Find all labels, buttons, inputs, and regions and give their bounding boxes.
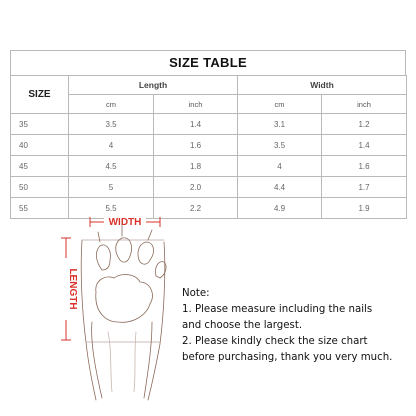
- size-cell: 40: [11, 135, 69, 156]
- width-cm-cell: 4.4: [238, 177, 322, 198]
- width-column-header: Width: [238, 76, 407, 95]
- paw-sketch-icon: [81, 224, 166, 400]
- length-cm-cell: 3.5: [69, 114, 154, 135]
- paw-measurement-diagram: [52, 212, 172, 402]
- table-title: SIZE TABLE: [10, 50, 406, 76]
- length-inch-cell: 2.2: [154, 198, 238, 219]
- width-inch-cell: 1.2: [322, 114, 407, 135]
- notes-section: [182, 286, 407, 366]
- table-row: [11, 114, 407, 135]
- width-inch-cell: 1.7: [322, 177, 407, 198]
- size-table: [10, 75, 406, 219]
- length-cm-cell: 5: [69, 177, 154, 198]
- size-cell: 45: [11, 156, 69, 177]
- note-line: before purchasing, thank you very much.: [182, 352, 393, 363]
- width-cm-cell: 3.1: [238, 114, 322, 135]
- width-inch-header: inch: [322, 95, 407, 114]
- size-cell: 50: [11, 177, 69, 198]
- size-cell: 55: [11, 198, 69, 219]
- note-line: and choose the largest.: [182, 320, 303, 331]
- length-inch-header: inch: [154, 95, 238, 114]
- notes-heading: Note:: [182, 288, 210, 299]
- width-inch-cell: 1.4: [322, 135, 407, 156]
- table-row: [11, 177, 407, 198]
- width-cm-header: cm: [238, 95, 322, 114]
- length-inch-cell: 1.8: [154, 156, 238, 177]
- width-cm-cell: 4.9: [238, 198, 322, 219]
- width-cm-cell: 3.5: [238, 135, 322, 156]
- length-inch-cell: 1.4: [154, 114, 238, 135]
- width-inch-cell: 1.9: [322, 198, 407, 219]
- width-inch-cell: 1.6: [322, 156, 407, 177]
- length-cm-cell: 4.5: [69, 156, 154, 177]
- note-line: 1. Please measure including the nails: [182, 304, 373, 315]
- table-row: [11, 135, 407, 156]
- length-cm-cell: 5.5: [69, 198, 154, 219]
- table-row: [11, 156, 407, 177]
- width-label: WIDTH: [108, 217, 142, 228]
- note-line: 2. Please kindly check the size chart: [182, 336, 368, 347]
- length-label: LENGTH: [67, 268, 78, 310]
- size-cell: 35: [11, 114, 69, 135]
- length-column-header: Length: [69, 76, 238, 95]
- length-inch-cell: 2.0: [154, 177, 238, 198]
- length-cm-cell: 4: [69, 135, 154, 156]
- size-column-header: SIZE: [11, 76, 69, 114]
- width-cm-cell: 4: [238, 156, 322, 177]
- length-inch-cell: 1.6: [154, 135, 238, 156]
- length-cm-header: cm: [69, 95, 154, 114]
